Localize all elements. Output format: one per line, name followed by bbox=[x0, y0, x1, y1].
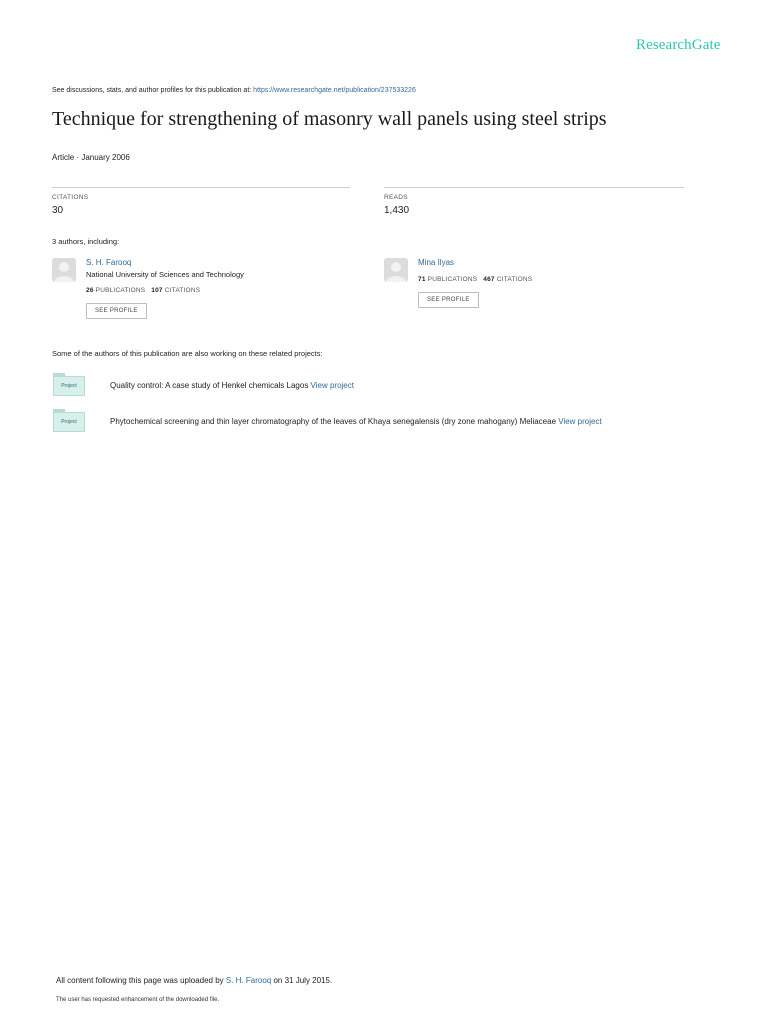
see-profile-button[interactable]: SEE PROFILE bbox=[418, 292, 479, 308]
view-project-link[interactable]: View project bbox=[558, 417, 602, 426]
author-stats bbox=[418, 276, 532, 283]
author-institution: National University of Sciences and Technology bbox=[86, 270, 244, 279]
author-avatar-icon[interactable] bbox=[52, 258, 76, 282]
citations-value: 30 bbox=[52, 205, 64, 216]
citations-label: CITATIONS bbox=[52, 194, 89, 201]
project-folder-icon: Project bbox=[53, 412, 85, 432]
uploader-link[interactable]: S. H. Farooq bbox=[225, 976, 272, 985]
upload-notice bbox=[56, 976, 332, 985]
publication-title: Technique for strengthening of masonry wall panels using steel strips bbox=[52, 108, 607, 130]
citations-count: 467 bbox=[483, 276, 495, 283]
reads-value: 1,430 bbox=[384, 205, 410, 216]
author-stats bbox=[86, 287, 200, 294]
publication-url-link[interactable]: https://www.researchgate.net/publication/237533226 bbox=[253, 87, 416, 94]
upload-suffix: on 31 July 2015. bbox=[271, 976, 333, 985]
upload-prefix: All content following this page was uploaded by bbox=[56, 976, 226, 985]
reads-divider bbox=[384, 187, 684, 188]
citations-divider bbox=[52, 187, 350, 188]
citations-count: 107 bbox=[151, 287, 163, 294]
project-title: Phytochemical screening and thin layer chromatography of the leaves of Khaya senegalensis (dry zone mahogany) Meliaceae bbox=[110, 417, 559, 426]
article-type-date: Article · January 2006 bbox=[52, 153, 130, 162]
author-avatar-icon[interactable] bbox=[384, 258, 408, 282]
related-projects-heading: Some of the authors of this publication are also working on these related projects: bbox=[52, 349, 323, 358]
author-name-link[interactable]: S. H. Farooq bbox=[86, 258, 132, 267]
publications-count: 71 bbox=[418, 276, 426, 283]
publications-count: 26 bbox=[86, 287, 94, 294]
view-project-link[interactable]: View project bbox=[310, 381, 354, 390]
see-profile-button[interactable]: SEE PROFILE bbox=[86, 303, 147, 319]
publications-label: PUBLICATIONS bbox=[95, 287, 146, 294]
enhancement-note: The user has requested enhancement of the downloaded file. bbox=[56, 997, 220, 1003]
discussions-line bbox=[52, 87, 416, 94]
discussions-prefix: See discussions, stats, and author profiles for this publication at: bbox=[52, 87, 254, 94]
researchgate-logo[interactable]: ResearchGate bbox=[636, 37, 721, 53]
citations-label: CITATIONS bbox=[164, 287, 201, 294]
project-folder-icon: Project bbox=[53, 376, 85, 396]
project-item bbox=[110, 417, 602, 426]
author-name-link[interactable]: Mina Ilyas bbox=[418, 258, 455, 267]
project-title: Quality control: A case study of Henkel chemicals Lagos bbox=[110, 381, 311, 390]
project-item bbox=[110, 381, 354, 390]
publications-label: PUBLICATIONS bbox=[427, 276, 478, 283]
citations-label: CITATIONS bbox=[496, 276, 533, 283]
reads-label: READS bbox=[384, 194, 408, 201]
authors-heading: 3 authors, including: bbox=[52, 237, 120, 246]
